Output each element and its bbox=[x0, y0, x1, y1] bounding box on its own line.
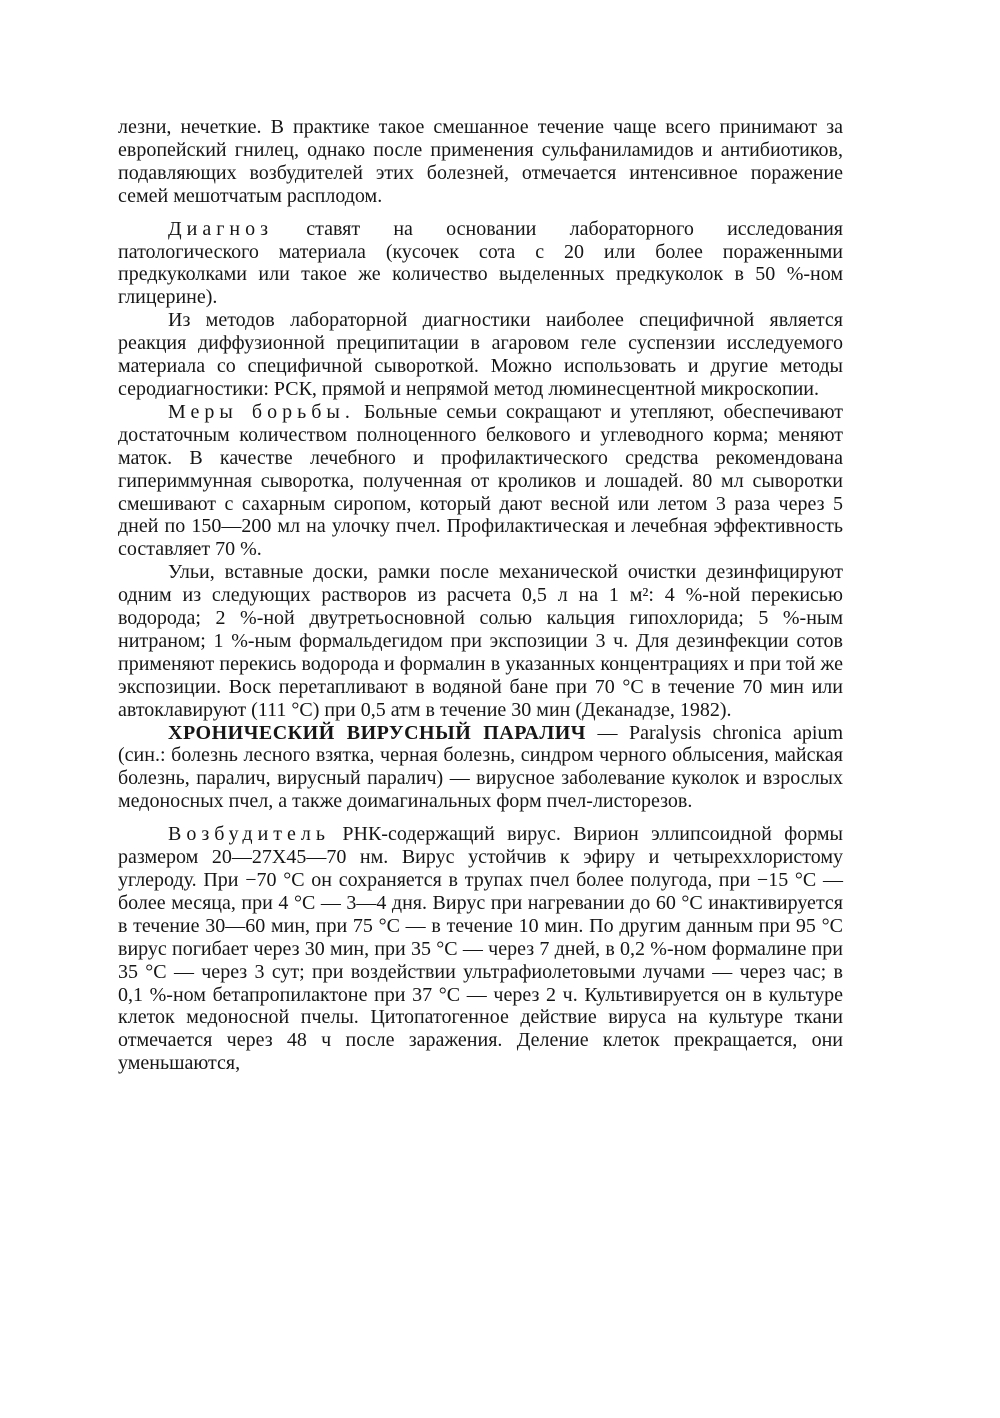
paragraph-text: Из методов лабораторной диагностики наиболее специфичной является реакция диффузионной преципитации в агаровом геле суспензии исследуемого материала со специфичной сывороткой. Можно использовать и другие методы серодиагностики: РСК, прямой и непрямой метод люминесцентной микроскопии. bbox=[118, 309, 843, 400]
paragraph-chronic-paralysis bbox=[118, 722, 843, 814]
paragraph-pathogen bbox=[118, 823, 843, 1075]
paragraph-text: — Paralysis chronica apium (син.: болезнь лесного взятка, черная болезнь, синдром черного облысения, майская болезнь, паралич, вирусный паралич) — вирусное заболевание куколок и взрослых медоносных пчел, а также доимагинальных форм пчел-листорезов. bbox=[118, 721, 844, 813]
paragraph-lab-methods bbox=[118, 309, 843, 401]
section-lead-diagnosis: Диагноз bbox=[168, 217, 274, 240]
document-page bbox=[118, 116, 843, 1075]
paragraph-diagnosis bbox=[118, 218, 843, 310]
paragraph-text: Ульи, вставные доски, рамки после механической очистки дезинфицируют одним из следующих растворов из расчета 0,5 л на 1 м²: 4 %-ной перекисью водорода; 2 %-ной двутретьосновной солью кальция гипохлорида; 5 %-ным нитраном; 1 %-ным формальдегидом при экспозиции 3 ч. Для дезинфекции сотов применяют перекись водорода и формалин в указанных концентрациях и при той же экспозиции. Воск перетапливают в водяной бане при 70 °С в течение 70 мин или автоклавируют (111 °С) при 0,5 атм в течение 30 мин (Деканадзе, 1982). bbox=[118, 561, 843, 721]
paragraph-disinfection bbox=[118, 561, 843, 721]
paragraph-control-measures bbox=[118, 401, 843, 561]
paragraph-text: РНК-содержащий вирус. Вирион эллипсоидной формы размером 20—27Х45—70 нм. Вирус устойчив к эфиру и четыреххлористому углероду. При −70 °С он сохраняется в трупах пчел более полугода, при −15 °С — более месяца, при 4 °С — 3—4 дня. Вирус при нагревании до 60 °С инактивируется в течение 30—60 мин, при 75 °С — в течение 10 мин. По другим данным при 95 °С вирус погибает через 30 мин, при 35 °С — через 7 дней, в 0,2 %-ном формалине при 35 °С — через 3 сут; при воздействии ультрафиолетовыми лучами — через час; в 0,1 %-ном бетапропилактоне при 37 °С — через 2 ч. Культивируется он в культуре клеток медоносной пчелы. Цитопатогенное действие вируса на культуре ткани отмечается через 48 ч после заражения. Деление клеток прекращается, они уменьшаются, bbox=[118, 823, 843, 1075]
section-lead-pathogen: Возбудитель bbox=[168, 823, 330, 846]
section-heading-chronic-paralysis: ХРОНИЧЕСКИЙ ВИРУСНЫЙ ПАРАЛИЧ bbox=[168, 721, 586, 744]
paragraph-text: ставят на основании лабораторного исследования патологического материала (кусочек сота с 20 или более пораженными предкуколками или такое же количество выделенных предкуколок в 50 %-ном глицерине). bbox=[118, 217, 843, 309]
paragraph-text: лезни, нечеткие. В практике такое смешанное течение чаще всего принимают за европейский гнилец, однако после применения сульфаниламидов и антибиотиков, подавляющих возбудителей этих болезней, отмечается интенсивное поражение семей мешотчатым расплодом. bbox=[118, 116, 843, 207]
section-lead-control-measures: Меры борьбы. bbox=[168, 400, 355, 423]
paragraph-intro bbox=[118, 116, 843, 208]
paragraph-text: Больные семьи сокращают и утепляют, обеспечивают достаточным количеством полноценного белкового и углеводного корма; меняют маток. В качестве лечебного и профилактического средства рекомендована гипериммунная сыворотка, полученная от кроликов и лошадей. 80 мл сыворотки смешивают с сахарным сиропом, который дают весной или летом 3 раза через 5 дней по 150—200 мл на улочку пчел. Профилактическая и лечебная эффективность составляет 70 %. bbox=[118, 400, 843, 561]
